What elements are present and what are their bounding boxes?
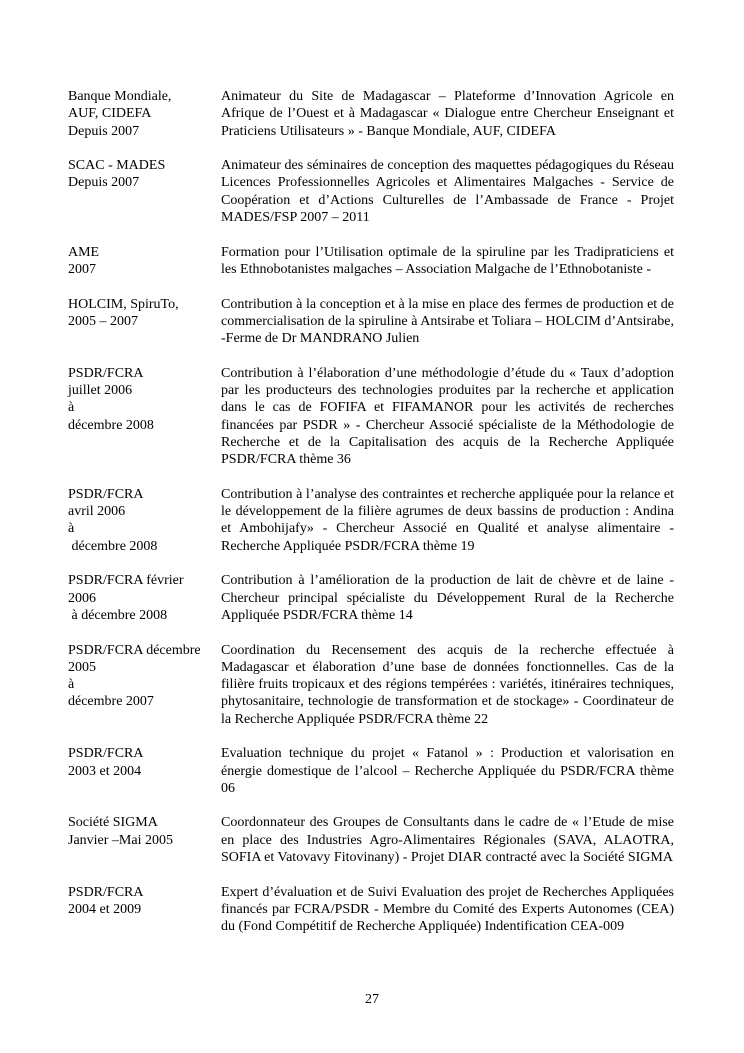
entry-left-line: PSDR/FCRA février (68, 573, 184, 589)
entry-left-line: 2006 (68, 590, 96, 606)
entry (68, 88, 674, 140)
entry (68, 365, 674, 469)
entry (68, 572, 674, 624)
entry-description: Expert d’évaluation et de Suivi Evaluation des projet de Recherches Appliquées financés par FCRA/PSDR - Membre du Comité des Experts Autonomes (CEA) du (Fond Compétitif de Recherche Appliquée) Indentification CEA-009 (221, 884, 674, 935)
entry-left-line: Janvier –Mai 2005 (68, 832, 173, 848)
entry-organization-date (68, 572, 221, 624)
entry-left-line: HOLCIM, SpiruTo, (68, 296, 179, 312)
entry-left-line: PSDR/FCRA (68, 884, 144, 900)
entry-description: Contribution à l’amélioration de la production de lait de chèvre et de laine - Chercheur principal spécialiste du Développement Rural de la Recherche Appliquée PSDR/FCRA thème 14 (221, 573, 674, 623)
entry (68, 884, 674, 936)
entry-left-line: SCAC - MADES (68, 158, 166, 174)
entry-left-line: décembre 2008 (68, 538, 158, 554)
entry-organization-date (68, 88, 221, 140)
page-number: 27 (365, 992, 379, 1007)
entry-left-line: décembre 2007 (68, 694, 154, 710)
entry-description: Animateur du Site de Madagascar – Plateforme d’Innovation Agricole en Afrique de l’Ouest et à Madagascar « Dialogue entre Chercheur Enseignant et Praticiens Utilisateurs » - Banque Mondiale, AUF, CIDEFA (221, 89, 674, 139)
entry-organization-date (68, 814, 221, 849)
entry-left-line: Société SIGMA (68, 815, 158, 831)
entry-left-line: Depuis 2007 (68, 175, 140, 191)
entry-left-line: à (68, 400, 75, 416)
entry-left-line: AME (68, 244, 100, 260)
entry-description: Contribution à l’élaboration d’une méthodologie d’étude du « Taux d’adoption par les producteurs des technologies produites par la recherche et application dans le cas de FOFIFA et FIFAMANOR pour les activités de recherches financées par PSDR » - Chercheur Associé spécialiste de la Méthodologie de Recherche et de la Capitalisation des acquis de la Recherche Appliquée PSDR/FCRA thème 36 (221, 365, 674, 468)
entry-left-line: 2005 – 2007 (68, 313, 138, 329)
entry-description: Evaluation technique du projet « Fatanol » : Production et valorisation en énergie domestique de l’alcool – Recherche Appliquée du PSDR/FCRA thème 06 (221, 746, 674, 796)
entry-description: Formation pour l’Utilisation optimale de la spiruline par les Tradipraticiens et les Ethnobotanistes malgaches – Association Malgache de l’Ethnobotaniste - (221, 244, 674, 277)
entry-organization-date (68, 296, 221, 331)
entry-left-line: Depuis 2007 (68, 123, 140, 139)
entry (68, 157, 674, 226)
entry-left-line: décembre 2008 (68, 417, 154, 433)
entry-left-line: avril 2006 (68, 504, 126, 520)
entry (68, 745, 674, 797)
entry (68, 814, 674, 866)
entry-organization-date (68, 486, 221, 555)
entry-left-line: à décembre 2008 (68, 607, 168, 623)
entry-organization-date (68, 745, 221, 780)
entry-left-line: 2007 (68, 261, 96, 277)
entry-left-line: PSDR/FCRA (68, 365, 144, 381)
entry-left-line: 2004 et 2009 (68, 901, 142, 917)
entry-left-line: PSDR/FCRA (68, 486, 144, 502)
entry-left-line: à (68, 677, 75, 693)
entry-organization-date (68, 642, 221, 711)
entry-left-line: 2005 (68, 659, 96, 675)
entry-organization-date (68, 244, 221, 279)
entry-left-line: PSDR/FCRA (68, 746, 144, 762)
entry (68, 244, 674, 279)
entry-left-line: à (68, 521, 75, 537)
entry-description: Contribution à l’analyse des contraintes et recherche appliquée pour la relance et le développement de la filière agrumes de deux bassins de production : Andina et Ambohijafy» - Chercheur Associé en Qualité et analyse alimentaire - Recherche Appliquée PSDR/FCRA thème 19 (221, 486, 674, 554)
entry-organization-date (68, 157, 221, 192)
entry-left-line: Banque Mondiale, (68, 89, 172, 104)
entry-left-line: PSDR/FCRA décembre (68, 642, 201, 658)
entry-left-line: juillet 2006 (68, 383, 133, 399)
entry-left-line: AUF, CIDEFA (68, 106, 152, 122)
entry-description: Contribution à la conception et à la mise en place des fermes de production et de commercialisation de la spiruline à Antsirabe et Toliara – HOLCIM d’Antsirabe, -Ferme de Dr MANDRANO Julien (221, 296, 674, 347)
entry (68, 296, 674, 348)
entry (68, 486, 674, 555)
entry-organization-date (68, 365, 221, 434)
entry-description: Animateur des séminaires de conception des maquettes pédagogiques du Réseau Licences Professionnelles Agricoles et Alimentaires Malgaches - Service de Coopération et d’Actions Culturelles de l’Ambassade de France - Projet MADES/FSP 2007 – 2011 (221, 158, 674, 226)
entry-organization-date (68, 884, 221, 919)
entry-left-line: 2003 et 2004 (68, 763, 142, 779)
cv-entries (68, 88, 674, 936)
entry-description: Coordination du Recensement des acquis de la recherche effectuée à Madagascar et élaboration d’une base de données fonctionnelles. Cas de la filière fruits tropicaux et des régions tempérées : variétés, itinéraires techniques, phytosanitaire, technologie de transformation et de stockage» - Coordinateur de la Recherche Appliquée PSDR/FCRA thème 22 (221, 642, 674, 727)
entry-description: Coordonnateur des Groupes de Consultants dans le cadre de « l’Etude de mise en place des Industries Agro-Alimentaires Régionales (SAVA, ALAOTRA, SOFIA et Vatovavy Fitovinany) - Projet DIAR contracté avec la Société SIGMA (221, 815, 674, 866)
entry (68, 642, 674, 728)
